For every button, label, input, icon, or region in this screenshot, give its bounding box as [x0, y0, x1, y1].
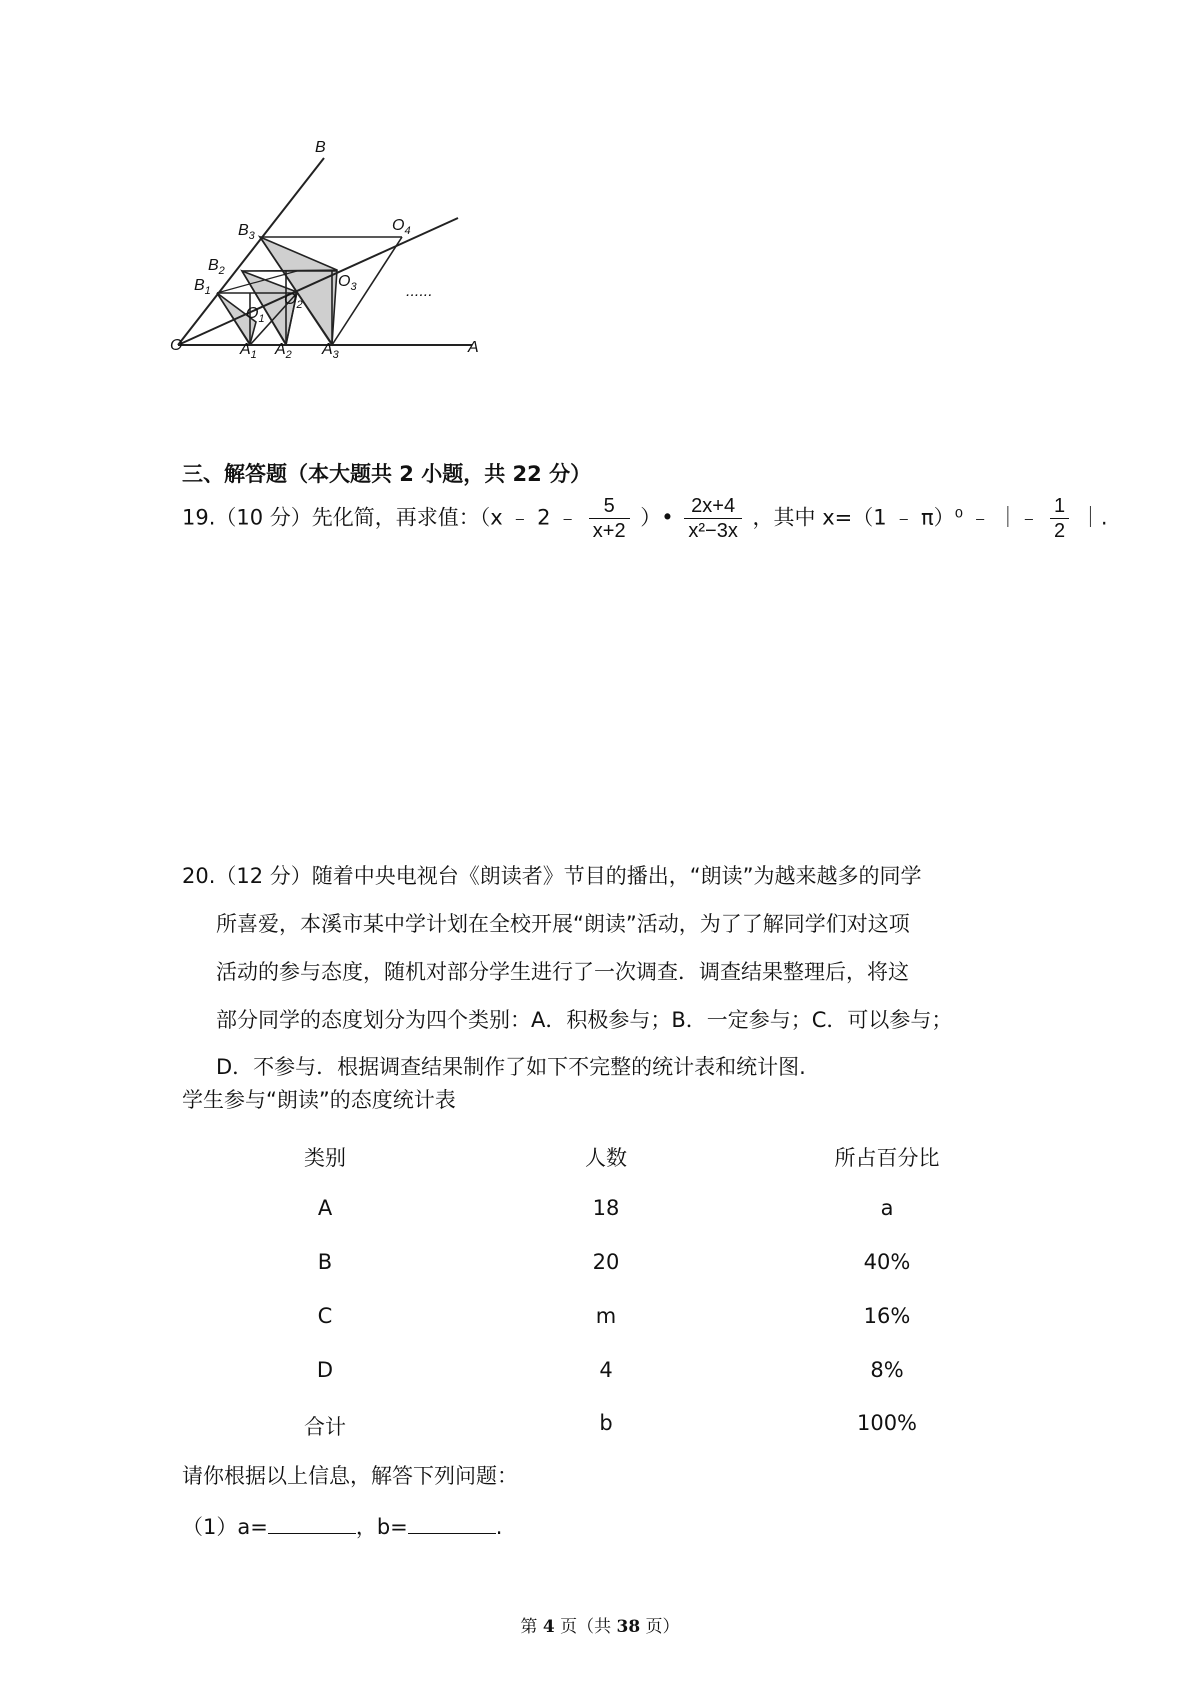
- q19-frac2-numerator: 2x+4: [684, 494, 741, 519]
- q19-fraction-2: [684, 494, 741, 543]
- table-cell: 100%: [856, 1411, 918, 1435]
- q19-mid: ）•: [640, 505, 674, 530]
- table-cell: m: [595, 1304, 617, 1328]
- q19-end: ｜.: [1079, 505, 1108, 530]
- sub1-prefix: （1）a=: [182, 1515, 268, 1539]
- q19-prefix: 19.（10 分）先化简，再求值：（x ﹣ 2 ﹣: [182, 505, 579, 530]
- footer-mid: 页（共: [554, 1617, 617, 1637]
- footer-post: 页）: [640, 1617, 680, 1637]
- sub1-mid: ，b=: [355, 1515, 408, 1539]
- section-title: 三、解答题（本大题共 2 小题，共 22 分）: [182, 462, 592, 486]
- label-A1: $A_1$: [240, 341, 257, 361]
- q20-line-2: 所喜爱，本溪市某中学计划在全校开展“朗读”活动，为了了解同学们对这项: [216, 912, 910, 936]
- table-cell: 18: [592, 1196, 620, 1220]
- table-cell: 16%: [863, 1304, 911, 1328]
- table-cell: 合计: [304, 1415, 346, 1439]
- q19-frac1-denominator: x+2: [592, 520, 626, 542]
- footer-total-pages: 38: [616, 1617, 641, 1637]
- seg-A3-O4: [332, 237, 402, 345]
- label-dots: ......: [406, 283, 433, 300]
- table-cell: 20: [592, 1250, 620, 1274]
- question-19: [182, 494, 1108, 543]
- table-header-category: 类别: [304, 1146, 346, 1170]
- table-caption: 学生参与“朗读”的态度统计表: [182, 1088, 456, 1112]
- table-header-count: 人数: [585, 1146, 627, 1170]
- table-cell: C: [317, 1304, 333, 1328]
- label-O1: $O_1$: [246, 305, 265, 325]
- table-cell: a: [880, 1196, 894, 1220]
- q19-suffix: ，其中 x=（1 ﹣ π）⁰ ﹣ ｜﹣: [752, 505, 1040, 530]
- answer-prompt: 请你根据以上信息，解答下列问题：: [182, 1464, 518, 1488]
- table-cell: D: [316, 1358, 334, 1382]
- label-A3: $A_3$: [322, 341, 339, 361]
- q20-line-4: 部分同学的态度划分为四个类别：A．积极参与；B．一定参与；C．可以参与；: [216, 1008, 953, 1032]
- q19-fraction-3: [1050, 494, 1069, 543]
- footer-pre: 第: [520, 1617, 543, 1637]
- page-footer: [0, 1612, 1200, 1637]
- label-A: A: [468, 339, 479, 356]
- table-cell: 4: [599, 1358, 613, 1382]
- answer-blank-a[interactable]: [268, 1515, 356, 1534]
- label-O: O: [170, 337, 183, 354]
- label-B1: $B_1$: [194, 277, 211, 297]
- label-B: B: [315, 140, 326, 156]
- sub1-end: .: [495, 1515, 503, 1539]
- q19-frac3-denominator: 2: [1054, 520, 1066, 542]
- label-O3: $O_3$: [338, 273, 357, 293]
- table-header-percent: 所占百分比: [834, 1146, 940, 1170]
- q19-fraction-1: [589, 494, 630, 543]
- label-O2: $O_2$: [284, 291, 303, 311]
- label-A2: $A_2$: [275, 341, 292, 361]
- table-cell: 40%: [863, 1250, 911, 1274]
- geometry-figure: [170, 140, 520, 390]
- q20-line-1: 20.（12 分）随着中央电视台《朗读者》节目的播出，“朗读”为越来越多的同学: [182, 864, 922, 888]
- table-cell: b: [599, 1411, 613, 1435]
- label-B2: $B_2$: [208, 257, 225, 277]
- label-O4: $O_4$: [392, 217, 411, 237]
- table-cell: A: [317, 1196, 333, 1220]
- sub-question-1: [182, 1511, 502, 1541]
- q19-frac2-denominator: x²−3x: [688, 520, 738, 542]
- table-cell: 8%: [870, 1358, 904, 1382]
- table-cell: B: [317, 1250, 333, 1274]
- answer-blank-b[interactable]: [408, 1515, 496, 1534]
- footer-page-number: 4: [542, 1617, 555, 1637]
- q19-frac3-numerator: 1: [1050, 494, 1069, 519]
- label-B3: $B_3$: [238, 222, 255, 242]
- q19-frac1-numerator: 5: [589, 494, 630, 519]
- geometry-diagram: [170, 140, 520, 390]
- q20-line-3: 活动的参与态度，随机对部分学生进行了一次调查．调查结果整理后，将这: [216, 960, 909, 984]
- q20-line-5: D．不参与．根据调查结果制作了如下不完整的统计表和统计图.: [216, 1055, 806, 1079]
